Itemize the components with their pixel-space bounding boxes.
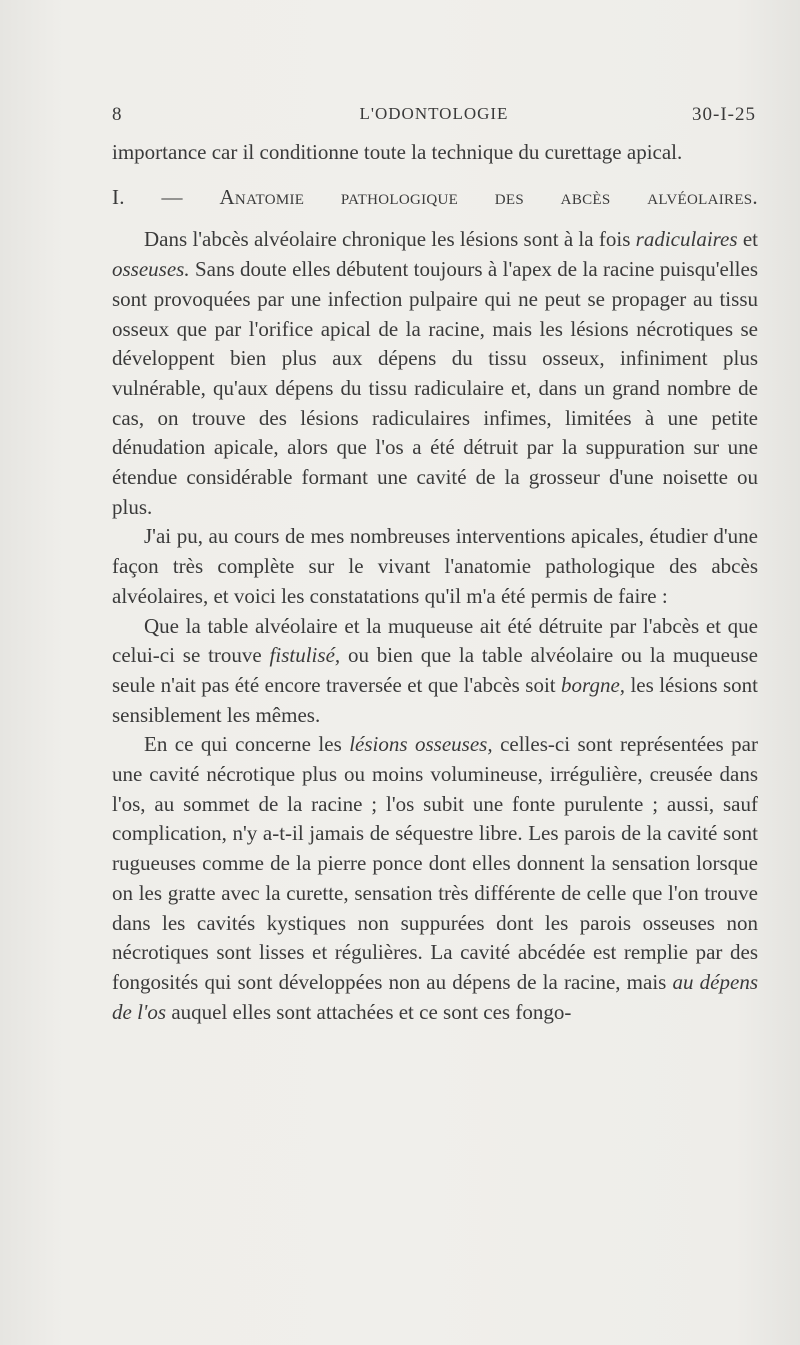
paragraph-2: J'ai pu, au cours de mes nombreuses interventions apicales, étudier d'une façon très complète sur le vivant l'anatomie pathologique des abcès alvéolaires, et voici les constatations qu'il m'a été permis de faire : [112, 524, 758, 608]
page-body [112, 138, 758, 1027]
text-run: les lésions sont sensiblement les mêmes. [112, 672, 758, 727]
italic-run: osseuses. [112, 257, 190, 282]
section-title-text: Anatomie pathologique des abcès alvéolaires. [219, 184, 758, 209]
text-run: En ce qui concerne les [144, 732, 350, 757]
page-number: 8 [112, 104, 122, 125]
text-run: Sans doute elles débutent toujours à l'apex de la racine puisqu'elles sont provoquées par une infection pulpaire qui ne peut se propager au tissu osseux que par l'orifice apical de la racine, mais les lésions nécrotiques se développent bien plus aux dépens du tissu osseux, infiniment plus vulnérable, qu'aux dépens du tissu radiculaire et, dans un grand nombre de cas, on trouve des lésions radiculaires infimes, limitées à une petite dénudation apicale, alors que l'os a été détruit par la suppuration sur une étendue considérable formant une cavité de la grosseur d'une noisette ou plus. [112, 257, 758, 519]
text-run: Dans l'abcès alvéolaire chronique les lésions sont à la fois [144, 227, 636, 252]
section-number: I. — [112, 184, 220, 209]
issue-date: 30-I-25 [692, 104, 756, 125]
paragraph-4 [112, 730, 758, 1027]
journal-title: L'ODONTOLOGIE [359, 104, 509, 123]
italic-run: lésions osseuses, [349, 732, 493, 757]
text-run: et [737, 227, 759, 252]
running-header [112, 104, 756, 134]
italic-run: radiculaires [635, 227, 738, 252]
text-run: Que la table alvéolaire et la muqueuse ait été détruite par l'abcès et que celui-ci se trouve [112, 613, 758, 668]
italic-run: au dépens de l'os [112, 969, 758, 1024]
italic-run: fistulisé, [269, 643, 341, 668]
text-run: auquel elles sont attachées et ce sont ces fongo- [166, 999, 572, 1024]
text-run: celles-ci sont représentées par une cavité nécrotique plus ou moins volumineuse, irrégulière, creusée dans l'os, au sommet de la racine ; l'os subit une fonte purulente ; aussi, sauf complication, n'y a-t-il jamais de séquestre libre. Les parois de la cavité sont rugueuses comme de la pierre ponce dont elles donnent la sensation lorsque on les gratte avec la curette, sensation très différente de celle que l'on trouve dans les cavités kystiques non suppurées dont les parois osseuses non nécrotiques sont lisses et régulières. La cavité abcédée est remplie par des fongosités qui sont développées non au dépens de la racine, mais [112, 732, 758, 994]
italic-run: borgne, [561, 672, 626, 697]
paragraph-3 [112, 612, 758, 731]
text-run: ou bien que la table alvéolaire ou la muqueuse seule n'ait pas été encore traversée et que l'abcès soit [112, 643, 758, 697]
paragraph-continued: importance car il conditionne toute la technique du curettage apical. [112, 140, 683, 164]
paragraph-1 [112, 225, 758, 522]
section-heading [112, 183, 758, 213]
